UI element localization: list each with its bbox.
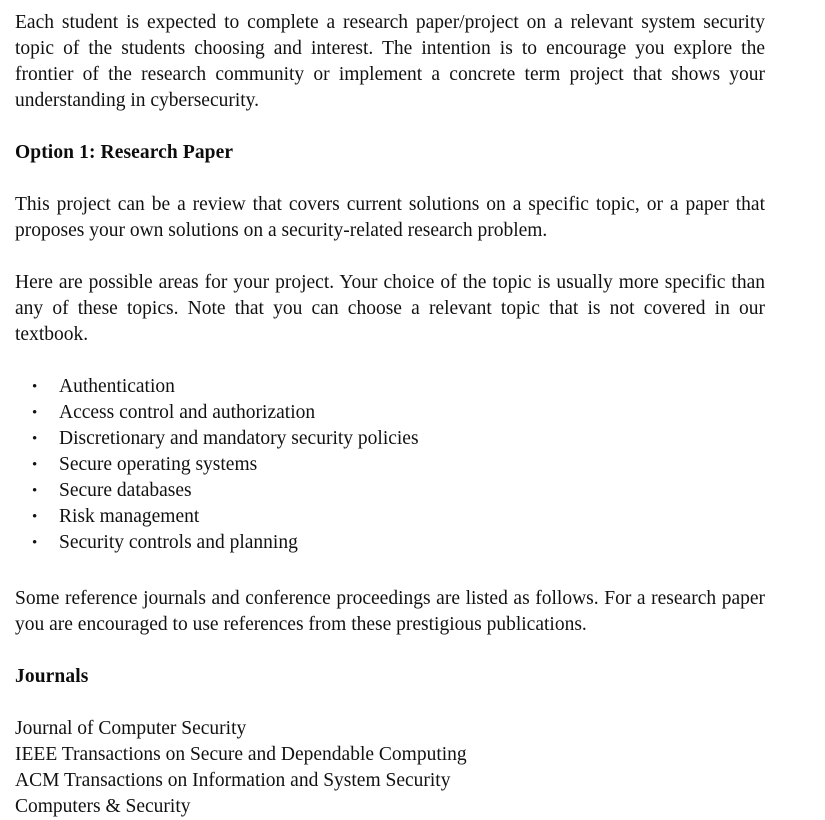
list-item-label: Discretionary and mandatory security policies [59, 428, 419, 449]
list-item-label: Security controls and planning [59, 532, 298, 553]
list-item [15, 426, 765, 452]
list-item [15, 504, 765, 530]
references-paragraph: Some reference journals and conference proceedings are listed as follows. For a research paper you are encouraged to use references from these prestigious publications. [15, 588, 765, 635]
bullet-icon: • [32, 431, 38, 447]
topics-list [15, 374, 765, 556]
list-item [15, 400, 765, 426]
bullet-icon: • [32, 483, 38, 499]
topics-intro-paragraph: Here are possible areas for your project. Your choice of the topic is usually more specific than any of these topics. Note that you can choose a relevant topic that is not covered in our textbook. [15, 272, 765, 345]
bullet-icon: • [32, 535, 38, 551]
spacer [15, 244, 765, 270]
list-item: IEEE Transactions on Secure and Dependable Computing [15, 744, 467, 765]
list-item [15, 374, 765, 400]
bullet-icon: • [32, 509, 38, 525]
spacer [15, 166, 765, 192]
spacer [15, 114, 765, 140]
spacer [15, 690, 765, 716]
list-item [15, 478, 765, 504]
option-1-paragraph: This project can be a review that covers current solutions on a specific topic, or a paper that proposes your own solutions on a security-related research problem. [15, 194, 765, 241]
intro-paragraph: Each student is expected to complete a research paper/project on a relevant system security topic of the students choosing and interest. The intention is to encourage you explore the frontier of the research community or implement a concrete term project that shows your understanding in cybersecurity. [15, 12, 765, 111]
list-item: Journal of Computer Security [15, 718, 247, 739]
list-item: Computers & Security [15, 796, 191, 817]
list-item [15, 452, 765, 478]
bullet-icon: • [32, 405, 38, 421]
spacer [15, 348, 765, 374]
bullet-icon: • [32, 457, 38, 473]
spacer [15, 638, 765, 664]
journals-list [15, 716, 765, 820]
journals-heading: Journals [15, 666, 89, 687]
list-item-label: Access control and authorization [59, 402, 316, 423]
list-item-label: Secure operating systems [59, 454, 258, 475]
list-item-label: Secure databases [59, 480, 192, 501]
list-item-label: Authentication [59, 376, 175, 397]
spacer [15, 556, 765, 586]
option-1-heading: Option 1: Research Paper [15, 142, 234, 163]
list-item [15, 530, 765, 556]
bullet-icon: • [32, 379, 38, 395]
list-item-label: Risk management [59, 506, 200, 527]
list-item: ACM Transactions on Information and System Security [15, 770, 451, 791]
